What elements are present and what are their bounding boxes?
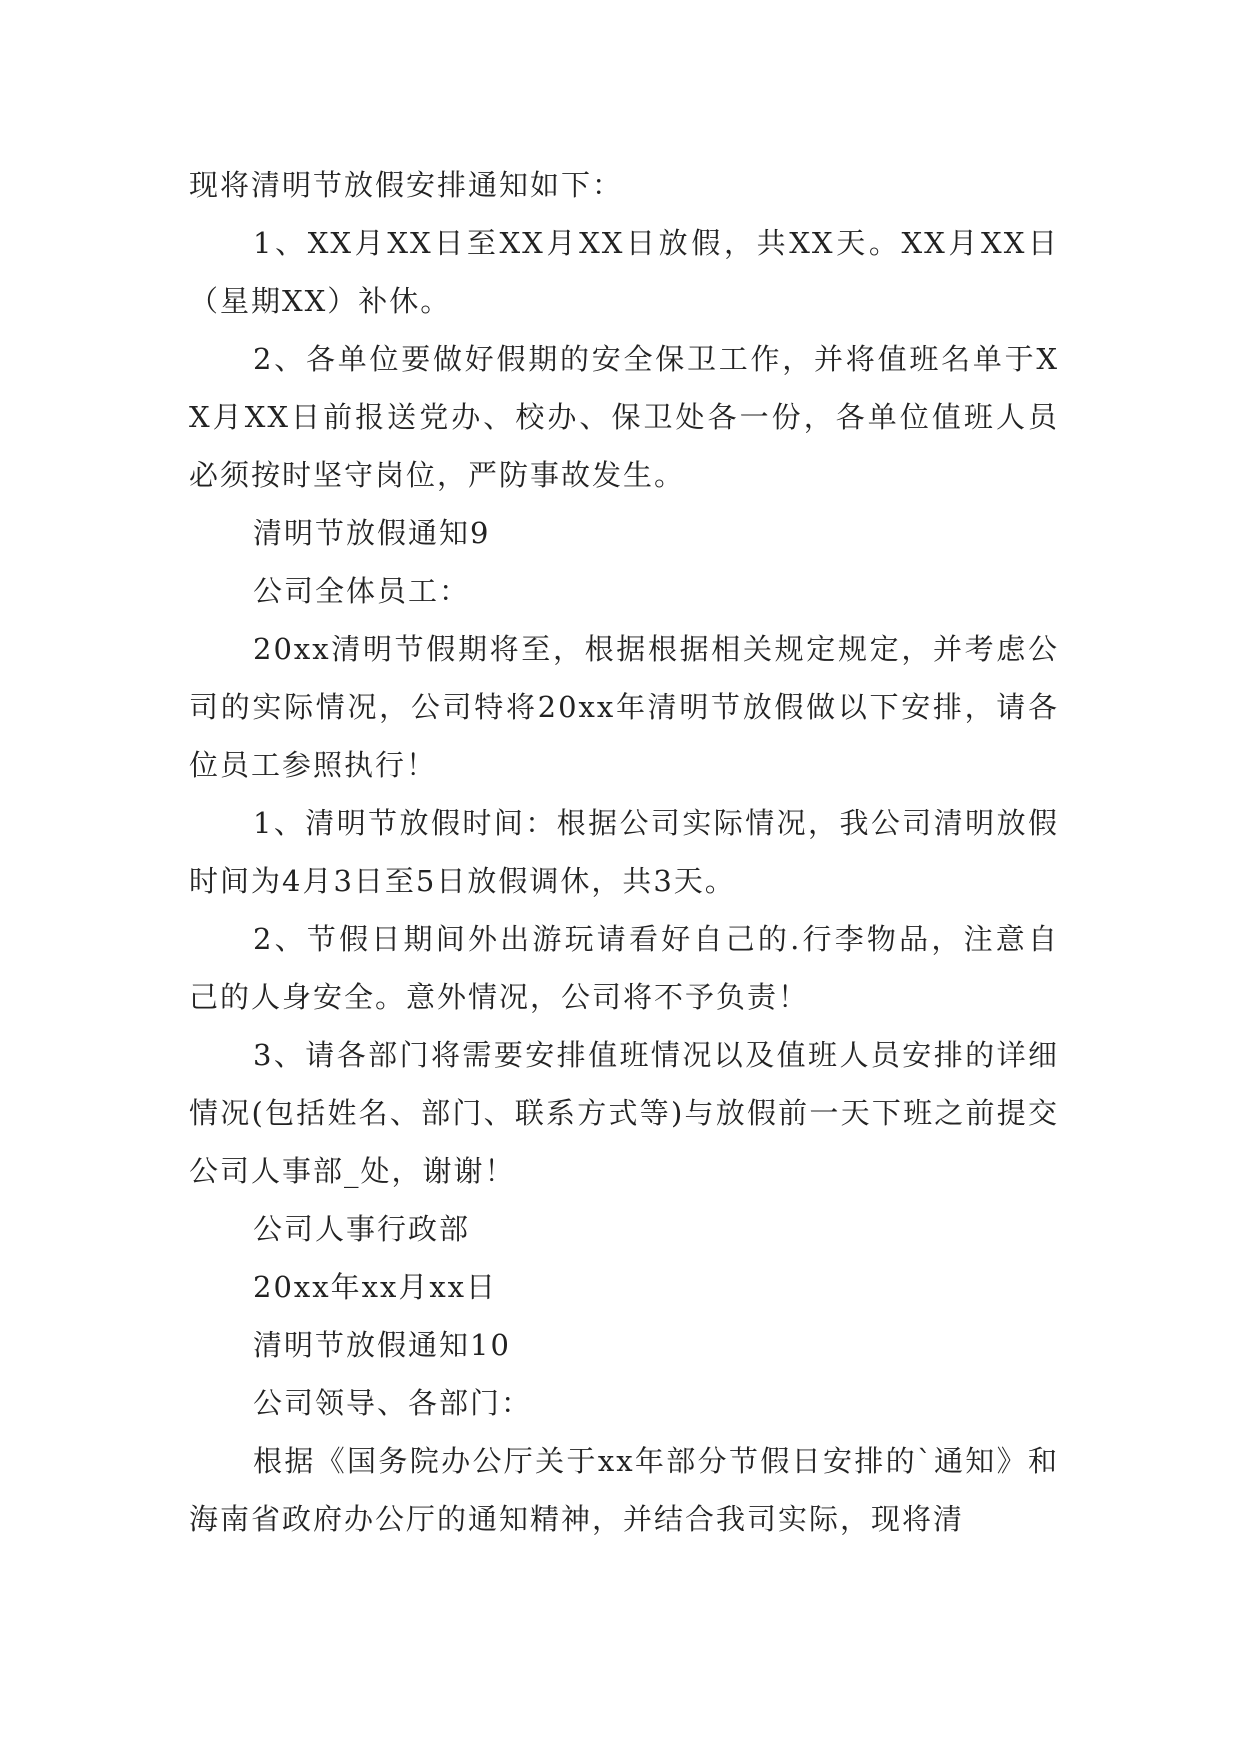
paragraph-body: 20xx清明节假期将至，根据根据相关规定规定，并考虑公司的实际情况，公司特将20xx年清明节放假做以下安排，请各位员工参照执行！ [189,632,1059,782]
paragraph-intro: 现将清明节放假安排通知如下： [189,168,624,202]
paragraph-item-2: 2、各单位要做好假期的安全保卫工作，并将值班名单于XX月XX日前报送党办、校办、保卫处各一份，各单位值班人员必须按时坚守岗位，严防事故发生。 [189,342,1059,492]
salutation: 公司领导、各部门： [253,1386,533,1420]
salutation: 公司全体员工： [253,574,471,608]
document-body [189,156,1059,1548]
signature-date: 20xx年xx月xx日 [253,1270,498,1304]
signature-department: 公司人事行政部 [253,1212,471,1246]
paragraph-item-1: 1、XX月XX日至XX月XX日放假，共XX天。XX月XX日（星期XX）补休。 [189,226,1059,318]
section-title-9: 清明节放假通知9 [253,516,491,550]
paragraph-item-3: 3、请各部门将需要安排值班情况以及值班人员安排的详细情况(包括姓名、部门、联系方式等)与放假前一天下班之前提交公司人事部_处，谢谢！ [189,1038,1059,1188]
paragraph-item-1: 1、清明节放假时间：根据公司实际情况，我公司清明放假时间为4月3日至5日放假调休，共3天。 [189,806,1059,898]
section-title-10: 清明节放假通知10 [253,1328,511,1362]
paragraph-item-2: 2、节假日期间外出游玩请看好自己的.行李物品，注意自己的人身安全。意外情况，公司将不予负责！ [189,922,1059,1014]
paragraph-body: 根据《国务院办公厅关于xx年部分节假日安排的`通知》和海南省政府办公厅的通知精神，并结合我司实际，现将清 [189,1444,1059,1536]
